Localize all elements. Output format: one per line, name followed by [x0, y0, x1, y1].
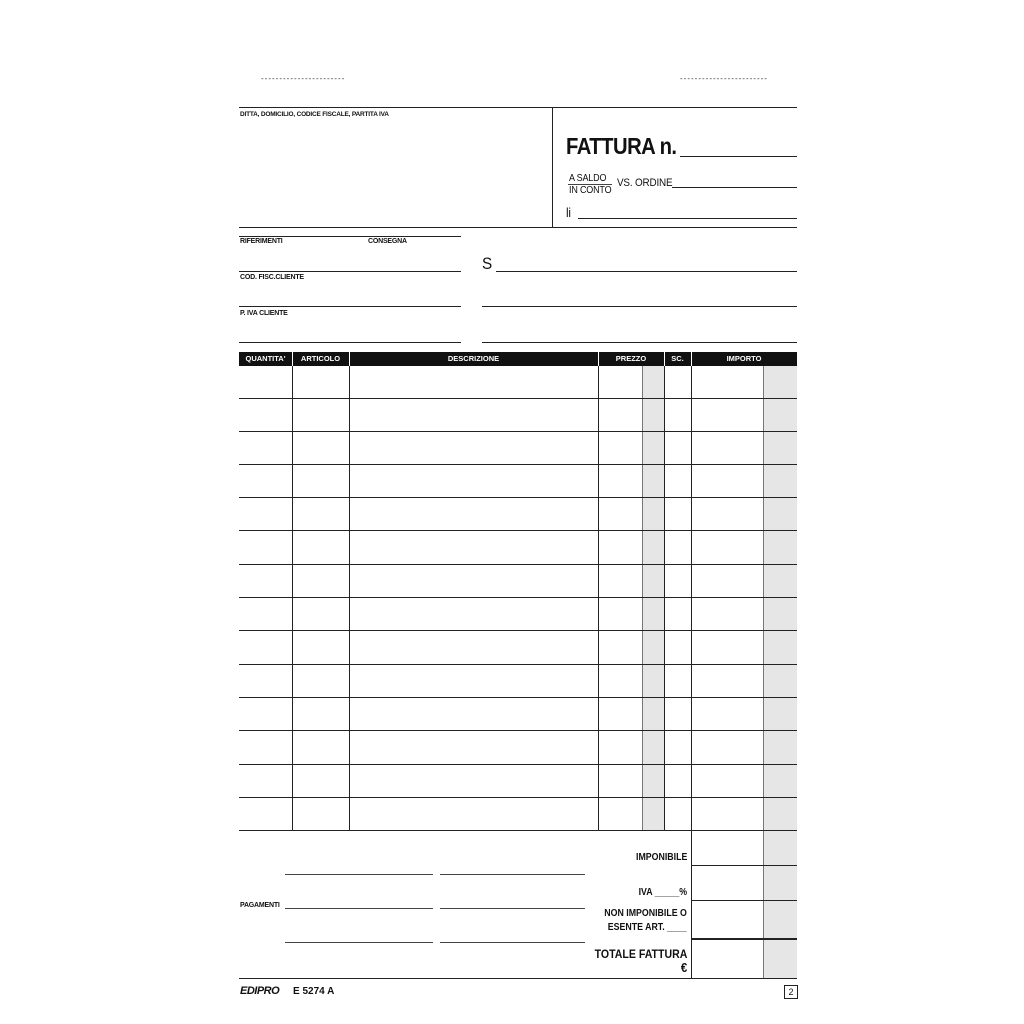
s-label: S — [482, 254, 493, 273]
table-row[interactable] — [239, 497, 797, 498]
a-saldo-label: A SALDO — [569, 173, 607, 184]
table-row[interactable] — [239, 464, 797, 465]
li-label: li — [566, 205, 571, 220]
col-line-importo — [691, 366, 692, 978]
table-row[interactable] — [239, 564, 797, 565]
payment-line-1b[interactable] — [440, 874, 585, 875]
col-line-prezzo-dec — [642, 366, 643, 830]
table-row[interactable] — [239, 597, 797, 598]
table-row[interactable] — [239, 530, 797, 531]
cod-fisc-line[interactable] — [239, 306, 461, 307]
table-row[interactable] — [239, 797, 797, 798]
p-iva-label: P. IVA CLIENTE — [240, 310, 288, 317]
header-sep-4 — [664, 352, 665, 366]
cod-fisc-label: COD. FISC.CLIENTE — [240, 274, 304, 281]
header-sep-1 — [292, 352, 293, 366]
invoice-number-line[interactable] — [680, 156, 797, 157]
iva-label: IVA _____% — [638, 887, 687, 898]
col-line-articolo — [292, 366, 293, 830]
header-sep-3 — [598, 352, 599, 366]
imponibile-line[interactable] — [691, 865, 797, 866]
company-field[interactable] — [240, 122, 545, 222]
header-divider — [552, 107, 553, 228]
riferimenti-label: RIFERIMENTI — [240, 238, 283, 245]
top-right-dashes: ------------------------ — [680, 74, 768, 83]
col-line-prezzo — [598, 366, 599, 830]
col-line-sconto — [664, 366, 665, 830]
address-line-2[interactable] — [482, 306, 797, 307]
col-importo: IMPORTO — [726, 354, 762, 363]
totale-label: TOTALE FATTURA — [594, 947, 687, 961]
table-row[interactable] — [239, 630, 797, 631]
imponibile-label: IMPONIBILE — [635, 852, 687, 863]
prezzo-decimal-shade — [642, 366, 664, 830]
col-prezzo: PREZZO — [615, 354, 647, 363]
table-row[interactable] — [239, 664, 797, 665]
table-row[interactable] — [239, 730, 797, 731]
euro-symbol: € — [680, 960, 687, 975]
esente-label: ESENTE ART. ____ — [608, 922, 687, 933]
col-line-descrizione — [349, 366, 350, 830]
col-descrizione: DESCRIZIONE — [447, 354, 500, 363]
vs-ordine-label: VS. ORDINE — [617, 177, 673, 189]
col-articolo: ARTICOLO — [300, 354, 341, 363]
payment-line-3b[interactable] — [440, 942, 585, 943]
payment-line-3a[interactable] — [285, 942, 433, 943]
riferimenti-line[interactable] — [239, 271, 461, 272]
form-code: E 5274 A — [293, 986, 335, 997]
header-sep-2 — [349, 352, 350, 366]
col-sconto: SC. — [671, 354, 684, 363]
importo-decimal-shade — [763, 366, 797, 978]
payment-line-1a[interactable] — [285, 874, 433, 875]
top-left-dashes: ----------------------- — [261, 74, 346, 83]
edipro-logo: EDIPRO — [240, 985, 280, 997]
table-row[interactable] — [239, 697, 797, 698]
footer-rule — [239, 978, 797, 979]
li-line[interactable] — [578, 218, 797, 219]
col-line-importo-dec — [763, 366, 764, 978]
totale-field[interactable] — [692, 940, 762, 976]
riferimenti-top-rule — [239, 236, 461, 237]
payment-line-2b[interactable] — [440, 908, 585, 909]
payment-line-2a[interactable] — [285, 908, 433, 909]
address-line-1[interactable] — [496, 271, 797, 272]
table-row[interactable] — [239, 398, 797, 399]
col-quantita: QUANTITA' — [245, 354, 286, 363]
p-iva-line[interactable] — [239, 342, 461, 343]
non-imponibile-label: NON IMPONIBILE O — [604, 908, 687, 919]
table-row[interactable] — [239, 830, 797, 831]
header-sep-5 — [691, 352, 692, 366]
address-line-3[interactable] — [482, 342, 797, 343]
table-row[interactable] — [239, 431, 797, 432]
iva-line[interactable] — [691, 900, 797, 901]
invoice-title: FATTURA n. — [566, 133, 677, 159]
table-row[interactable] — [239, 764, 797, 765]
vs-ordine-line[interactable] — [672, 187, 797, 188]
consegna-label: CONSEGNA — [368, 238, 407, 245]
pagamenti-label: PAGAMENTI — [240, 902, 280, 909]
company-label: DITTA, DOMICILIO, CODICE FISCALE, PARTITA IVA — [240, 111, 389, 118]
in-conto-label: IN CONTO — [569, 185, 612, 196]
header-bottom-rule — [239, 227, 797, 228]
copy-number-box: 2 — [784, 985, 798, 999]
header-top-rule — [239, 107, 797, 108]
